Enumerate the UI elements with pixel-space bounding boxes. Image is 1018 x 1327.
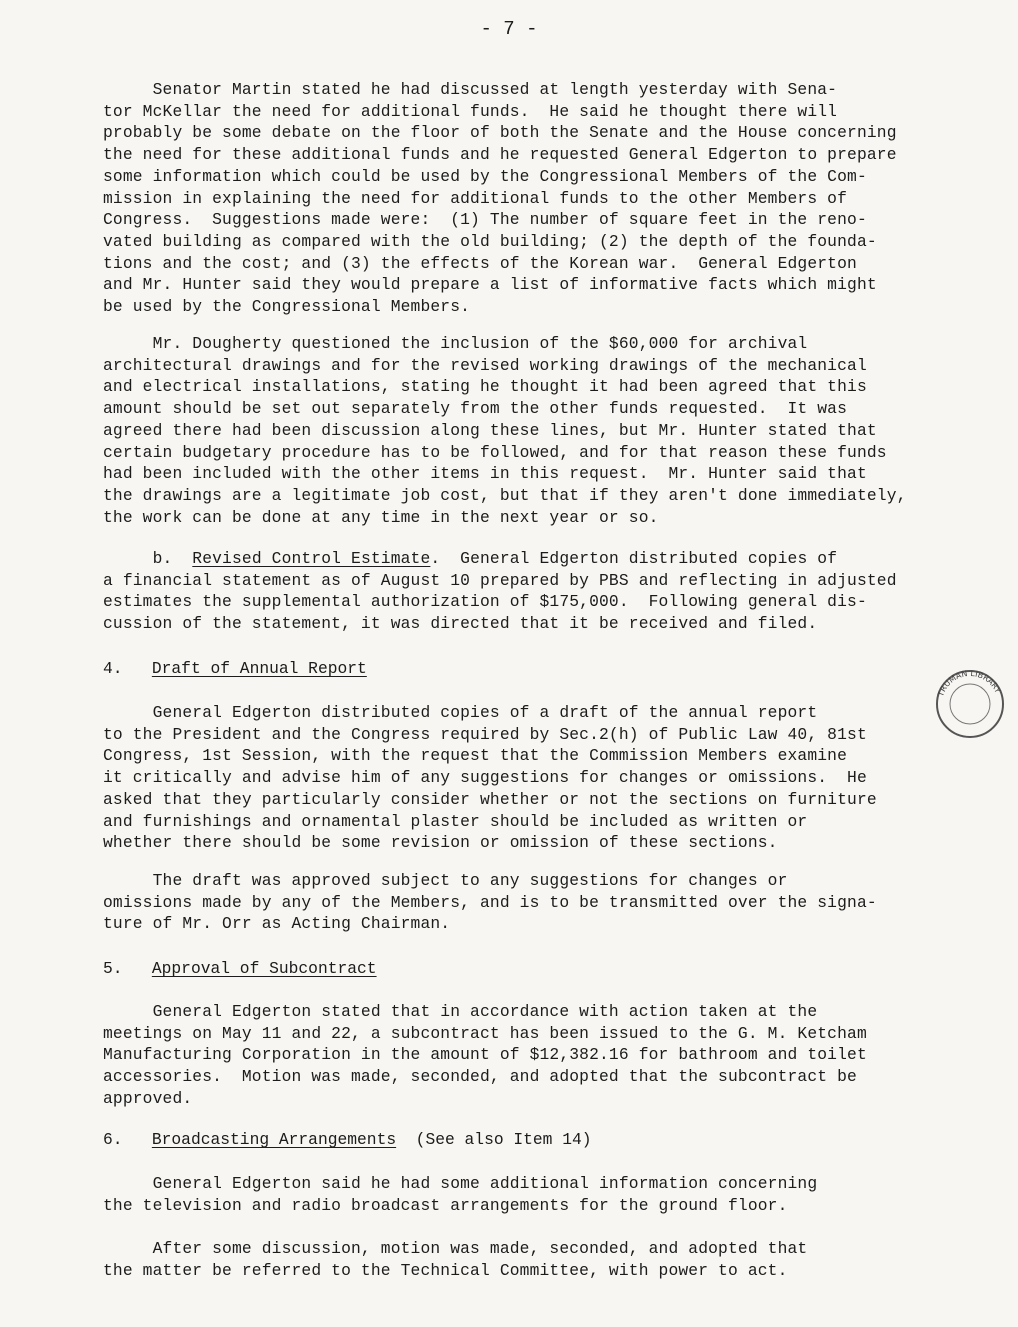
paragraph-broadcast-info (103, 1173, 968, 1216)
section-number: 5. (103, 959, 123, 978)
text-line: the need for these additional funds and he requested General Edgerton to prepare (103, 145, 897, 165)
page-number: - 7 - (480, 18, 538, 40)
text-line: the drawings are a legitimate job cost, but that if they aren't done immediately, (103, 485, 907, 505)
text-line: asked that they particularly consider whether or not the sections on furniture (103, 789, 877, 809)
text-line: The draft was approved subject to any suggestions for changes or (103, 871, 788, 890)
item-prefix: b. (103, 549, 193, 568)
text-line: a financial statement as of August 10 prepared by PBS and reflecting in adjusted (103, 570, 897, 590)
text-line: tions and the cost; and (3) the effects of the Korean war. General Edgerton (103, 253, 857, 273)
section-title: Draft of Annual Report (151, 659, 367, 678)
text-line: the matter be referred to the Technical Committee, with power to act. (103, 1260, 788, 1280)
text-line: General Edgerton distributed copies of a draft of the annual report (103, 703, 818, 722)
text-line: it critically and advise him of any suggestions for changes or omissions. He (103, 768, 867, 788)
section-heading-5 (103, 958, 377, 980)
text-line: Congress, 1st Session, with the request that the Commission Members examine (103, 746, 848, 766)
paragraph-senator-martin (103, 79, 968, 318)
text-line: whether there should be some revision or omission of these sections. (103, 833, 778, 853)
text-line: the television and radio broadcast arrangements for the ground floor. (103, 1195, 788, 1215)
text-line: . General Edgerton distributed copies of (430, 549, 838, 568)
section-number: 4. (103, 659, 123, 678)
text-line: to the President and the Congress required by Sec.2(h) of Public Law 40, 81st (103, 724, 867, 744)
text-line: Congress. Suggestions made were: (1) The number of square feet in the reno- (103, 210, 867, 230)
paragraph-referred-to-committee (103, 1238, 968, 1281)
paragraph-dougherty (103, 333, 968, 528)
section-heading-6 (103, 1129, 592, 1151)
text-line: cussion of the statement, it was directed that it be received and filed. (103, 614, 818, 634)
text-line: the work can be done at any time in the next year or so. (103, 507, 659, 527)
text-line: amount should be set out separately from the other funds requested. It was (103, 399, 848, 419)
text-line: meetings on May 11 and 22, a subcontract has been issued to the G. M. Ketcham (103, 1023, 867, 1043)
text-line: mission in explaining the need for additional funds to the other Members of (103, 188, 848, 208)
text-line: Senator Martin stated he had discussed at length yesterday with Sena- (103, 80, 838, 99)
text-line: omissions made by any of the Members, and is to be transmitted over the signa- (103, 892, 877, 912)
stamp-text: TRUMAN LIBRARY (936, 668, 1003, 698)
text-line: estimates the supplemental authorization of $175,000. Following general dis- (103, 592, 867, 612)
section-note: (See also Item 14) (415, 1130, 592, 1149)
text-line: and electrical installations, stating he thought it had been agreed that this (103, 377, 867, 397)
text-line: and Mr. Hunter said they would prepare a list of informative facts which might (103, 275, 877, 295)
text-line: agreed there had been discussion along these lines, but Mr. Hunter stated that (103, 420, 877, 440)
section-heading-4 (103, 658, 367, 680)
item-title: Revised Control Estimate (192, 549, 431, 568)
text-line: accessories. Motion was made, seconded, and adopted that the subcontract be (103, 1067, 857, 1087)
text-line: some information which could be used by the Congressional Members of the Com- (103, 166, 867, 186)
text-line: Mr. Dougherty questioned the inclusion of the $60,000 for archival (103, 334, 808, 353)
text-line: tor McKellar the need for additional funds. He said he thought there will (103, 101, 838, 121)
paragraph-draft-approved (103, 870, 968, 935)
text-line: probably be some debate on the floor of both the Senate and the House concerning (103, 123, 897, 143)
text-line: ture of Mr. Orr as Acting Chairman. (103, 914, 451, 934)
library-stamp-icon (934, 668, 1006, 740)
text-line: General Edgerton stated that in accordance with action taken at the (103, 1002, 818, 1021)
text-line: Manufacturing Corporation in the amount of $12,382.16 for bathroom and toilet (103, 1045, 867, 1065)
text-line: General Edgerton said he had some additional information concerning (103, 1174, 818, 1193)
text-line: certain budgetary procedure has to be followed, and for that reason these funds (103, 442, 887, 462)
paragraph-subcontract (103, 1001, 968, 1110)
section-number: 6. (103, 1130, 123, 1149)
text-line: After some discussion, motion was made, seconded, and adopted that (103, 1239, 808, 1258)
section-title: Approval of Subcontract (151, 959, 377, 978)
text-line: architectural drawings and for the revised working drawings of the mechanical (103, 355, 867, 375)
text-line: approved. (103, 1088, 193, 1108)
text-line: and furnishings and ornamental plaster should be included as written or (103, 811, 808, 831)
section-title: Broadcasting Arrangements (151, 1130, 397, 1149)
text-line: had been included with the other items in this request. Mr. Hunter said that (103, 464, 867, 484)
paragraph-annual-report (103, 702, 968, 854)
text-line: vated building as compared with the old building; (2) the depth of the founda- (103, 231, 877, 251)
text-line: be used by the Congressional Members. (103, 297, 471, 317)
paragraph-revised-control-estimate (103, 548, 968, 635)
